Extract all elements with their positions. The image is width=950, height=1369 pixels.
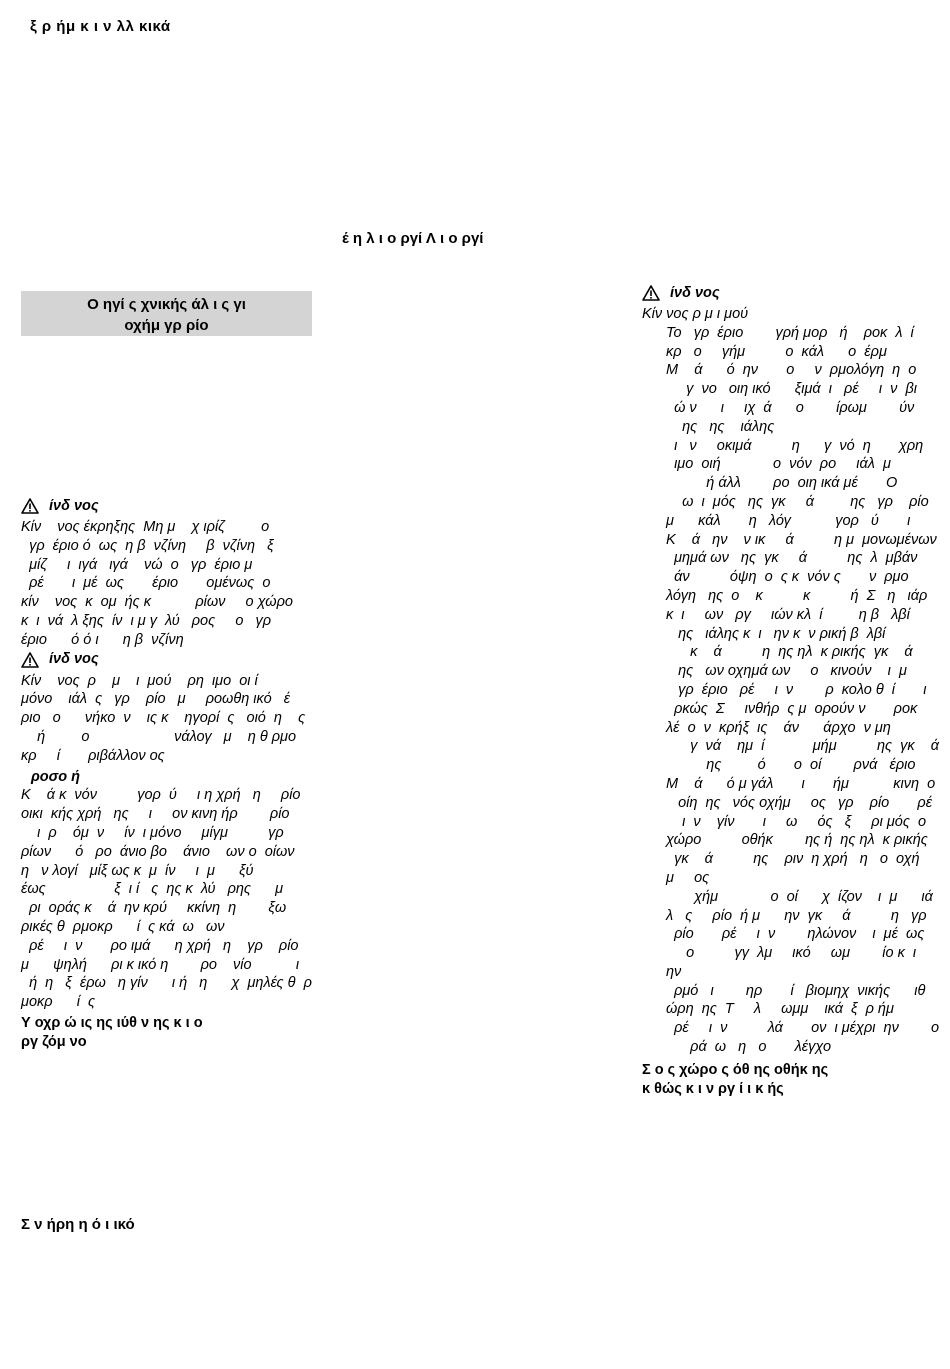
text-line: γ νο οιη ικό ξιμά ι ρέ ι ν βι <box>666 381 917 398</box>
page-subtitle: έ η λ ι ο ργί Λ ι ο ργί <box>342 230 484 247</box>
closing-line-2: κ θώς κ ι ν ργ ί ι κ ής <box>642 1080 784 1097</box>
warning-title: ίνδ νος <box>49 497 99 514</box>
text-line: λέ ο ν κρήξ ις άν άρχο ν μη <box>666 719 891 736</box>
warning-title: ίνδ νος <box>670 284 720 301</box>
text-line: ιμο οιή ο νόν ρο ιάλ μ <box>666 456 891 473</box>
text-line: Μ ά ό ην ο ν ρμολόγη η ο <box>666 362 917 379</box>
paragraph <box>642 888 942 1057</box>
text-line: ριο ο νήκο ν ις κ ηγορί ς οιό η ς <box>21 710 306 727</box>
text-line: μ ος <box>666 869 710 886</box>
text-line: ώ ν ι ιχ ά ο ίρωμ ύν <box>666 399 915 416</box>
text-line: γκ ά ης ριν η χρή η ο οχή <box>666 851 920 868</box>
text-line: Κ ά ην ν ικ ά η μ μονωμένων <box>666 531 937 548</box>
warning-heading <box>21 496 321 516</box>
text-line: η ν λογί μίξ ως κ μ ίν ι μ ξύ <box>21 862 254 879</box>
text-line: Κίν νος ρ μ ι μού ρη ιμο οι ί <box>21 672 258 689</box>
right-column <box>642 283 942 1098</box>
text-line: κίν νος κ ομ ής κ ρίων ο χώρο <box>21 594 293 611</box>
text-line: χήμ ο οί χ ίζον ι μ ιά <box>666 888 933 905</box>
text-line: γ νά ημ ί μήμ ης γκ ά <box>666 738 939 755</box>
text-line: ης ιάλης κ ι ην κ ν ρική β λβί <box>666 625 886 642</box>
text-line: μίζ ι ιγά ιγά νώ ο γρ έριο μ <box>21 556 253 573</box>
warning-heading <box>21 650 321 670</box>
text-line: οικι κής χρή ης ι ον κινη ήρ ρίο <box>21 806 290 823</box>
text-line: ης ό ο οί ρνά έριο <box>666 757 916 774</box>
text-line: έριο ό ό ι η β νζίνη <box>21 631 184 648</box>
text-line: ο γγ λμ ικό ωμ ίο κ ι ην <box>666 945 941 980</box>
warning-icon <box>642 285 660 301</box>
text-line: ω ι μός ης γκ ά ης γρ ρίο <box>666 493 929 510</box>
text-line: Κ ά κ νόν γορ ύ ι η χρή η ρίο <box>21 787 301 804</box>
text-line: έως ξ ι ί ς ης κ λύ ρης μ <box>21 881 284 898</box>
instruction-box-line2: οχήμ γρ ρίο <box>124 317 209 334</box>
text-line: χώρο οθήκ ης ή ης ηλ κ ρικής <box>666 832 928 849</box>
page-header: ξ ρ ήμ κ ι ν λλ κικά <box>30 18 171 35</box>
closing-line: Υ οχρ ώ ις ης ιύθ ν ης κ ι ο <box>21 1014 203 1031</box>
text-line: ρι οράς κ ά ην κρύ κκίνη η ξω <box>21 900 287 917</box>
text-line: μημά ων ης γκ ά ης λ μβάν <box>666 550 918 567</box>
text-line: γρ έριο ρέ ι ν ρ κολο θ ί ι <box>666 681 927 698</box>
section-text <box>21 786 321 1012</box>
text-line: ρέ ι ν ρο ιμά η χρή η γρ ρίο <box>21 937 299 954</box>
warning-paragraphs <box>642 324 942 1057</box>
text-line: ρά ω η ο λέγχο <box>666 1039 832 1056</box>
text-line: ρκώς Σ ινθήρ ς μ ορούν ν ροκ <box>666 700 918 717</box>
text-line: ης ης ιάλης <box>666 418 775 435</box>
text-line: ή η ξ έρω η γίν ι ή η χ μηλές θ ρ <box>21 975 312 992</box>
section-title: ροσο ή <box>31 768 81 785</box>
text-line: λ ς ρίο ή μ ην γκ ά η γρ <box>666 907 927 924</box>
text-line: ρίων ό ρο άνιο βο άνιο ων ο οίων <box>21 843 295 860</box>
warning-heading <box>642 283 942 303</box>
instruction-box <box>21 291 312 336</box>
text-line: Το γρ έριο γρή μορ ή ροκ λ ί <box>666 324 914 341</box>
warning-icon <box>21 652 39 668</box>
paragraph <box>642 775 942 888</box>
text-line: ρικές θ ρμοκρ ί ς κά ω ων <box>21 918 225 935</box>
text-line: ι ν γίν ι ω ός ξ ρι μός ο <box>666 813 927 830</box>
left-column <box>21 496 321 1052</box>
text-line: ή ο νάλογ μ η θ ρμο <box>21 728 297 745</box>
text-line: ι ν οκιμά η γ νό η χρη <box>666 437 924 454</box>
text-line: ρμό ι ηρ ί βιομηχ νικής ιθ <box>666 982 926 999</box>
text-line: κρ ί ριβάλλον ος <box>21 747 165 764</box>
text-line: κ ά η ης ηλ κ ρικής γκ ά <box>666 644 913 661</box>
footer-title: Σ ν ήρη η ό ι ικό <box>21 1216 135 1233</box>
paragraph <box>642 324 942 775</box>
warning-text <box>21 672 321 766</box>
text-line: οίη ης νός οχήμ ος γρ ρίο ρέ <box>666 794 933 811</box>
text-line: μοκρ ί ς <box>21 994 96 1011</box>
instruction-box-line1: Ο ηγί ς χνικής άλ ι ς γι <box>87 296 246 313</box>
text-line: ώρη ης Τ λ ωμμ ικά ξ ρ ήμ <box>666 1001 894 1018</box>
text-line: κ ι ων ργ ιών κλ ί η β λβί <box>666 606 910 623</box>
text-line: κρ ο γήμ ο κάλ ο έρμ <box>666 343 887 360</box>
text-line: μ ψηλή ρι κ ικό η ρο νίο ι <box>21 956 300 973</box>
text-line: ρίο ρέ ι ν ηλώνον ι μέ ως <box>666 926 925 943</box>
text-line: μ κάλ η λόγ γορ ύ ι <box>666 512 911 529</box>
text-line: ρέ ι ν λά ον ι μέχρι ην ο <box>666 1020 940 1037</box>
text-line: ή άλλ ρο οιη ικά μέ Ο <box>666 475 898 492</box>
text-line: μόνο ιάλ ς γρ ρίο μ ροωθη ικό έ <box>21 691 291 708</box>
text-line: λόγη ης ο κ κ ή Σ η ιάρ <box>666 587 928 604</box>
warning-first-line: Κίν νος ρ μ ι μού <box>642 306 749 322</box>
text-line: ι ρ όμ ν ίν ι μόνο μίγμ γρ <box>21 824 284 841</box>
text-line: Μ ά ό μ γάλ ι ήμ κινη ο <box>666 775 936 792</box>
closing-line: Σ ο ς χώρο ς όθ ης οθήκ ης <box>642 1061 829 1078</box>
text-line: ης ων οχημά ων ο κινούν ι μ <box>666 663 907 680</box>
text-line: Κίν νος έκρηξης Μη μ χ ιρίζ ο <box>21 519 270 535</box>
warning-icon <box>21 498 39 514</box>
text-line: ρέ ι μέ ως έριο ομένως ο <box>21 575 271 592</box>
warning-text <box>21 518 321 650</box>
text-line: κ ι νά λ ξης ίν ι μ γ λύ ρος ο γρ <box>21 612 272 629</box>
text-line: άν όψη ο ς κ νόν ς ν ρμο <box>666 569 909 586</box>
closing-line-2: ργ ζόμ νο <box>21 1033 87 1050</box>
text-line: γρ έριο ό ως η β νζίνη β νζίνη ξ <box>21 537 274 554</box>
warning-title: ίνδ νος <box>49 651 99 668</box>
